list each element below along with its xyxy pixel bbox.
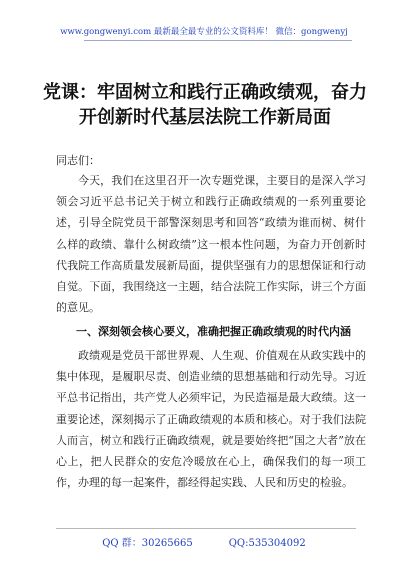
footer-qq-group: QQ 群：30265665	[102, 538, 193, 549]
document-title: 党课：牢固树立和践行正确政绩观，奋力开创新时代基层法院工作新局面	[43, 82, 367, 128]
paragraph-intro: 今天，我们在这里召开一次专题党课，主要目的是深入学习领会习近平总书记关于树立和践行正确政绩观的一系列重要论述，引导全院党员干部警深刻思考和回答“政绩为谁而树、树什么样的政绩、靠什么树政绩”这一根本性问题，为奋力开创新时代我院工作高质量发展新局面，提供坚强有力的思想保证和行动自觉。下面，我围绕这一主题，结合法院工作实际，讲三个方面的意见。	[56, 174, 366, 315]
footer-contact	[0, 534, 408, 549]
section-heading-1: 一、深刻领会核心要义，准确把握正确政绩观的时代内涵	[76, 325, 351, 338]
header-divider	[84, 40, 352, 41]
footer-qq: QQ:535304092	[228, 538, 306, 549]
header-website-banner[interactable]: www.gongwenyi.com 最新最全最专业的公文资料库！ 微信：gongwenyj	[60, 27, 348, 37]
paragraph-section-1: 政绩观是党员干部世界观、人生观、价值观在从政实践中的集中体现，是履职尽责、创造业绩的思想基础和行动先导。习近平总书记指出，共产党人必须牢记，为民造福是最大政绩。这一重要论述，深刻揭示了正确政绩观的本质和核心。对于我们法院人而言，树立和践行正确政绩观，就是要始终把“国之大者”放在心上，把人民群众的安危冷暖放在心上，确保我们的每一项工作，办理的每一起案件，都经得起实践、人民和历史的检验。	[56, 349, 366, 490]
footer-divider	[56, 528, 356, 529]
salutation: 同志们：	[56, 154, 100, 167]
